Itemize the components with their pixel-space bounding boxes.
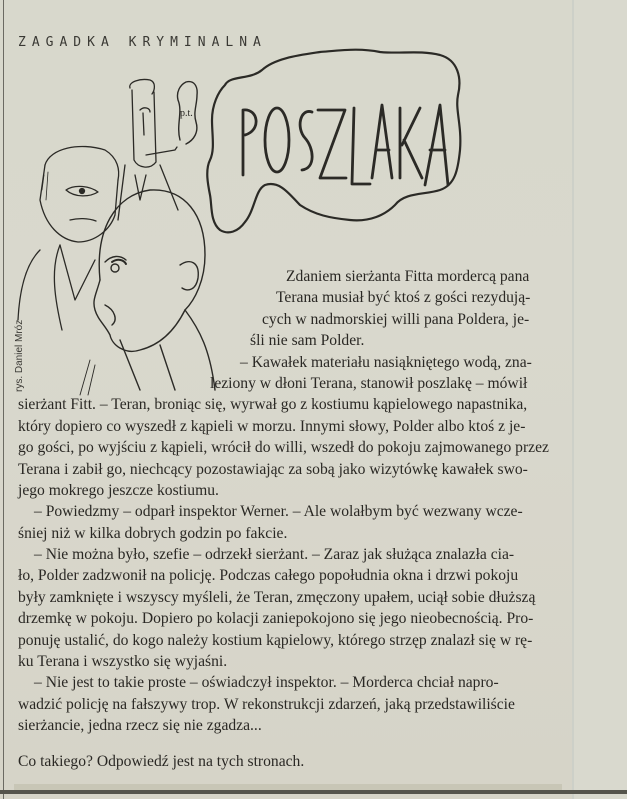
article-line: były zamknięte i wszyscy myśleli, że Teran, zmęczony upałem, uciął sobie dłuższą (18, 588, 536, 606)
section-kicker: ZAGADKA KRYMINALNA (18, 34, 267, 51)
article-line: wadzić policję na fałszywy trop. W rekonstrukcji zdarzeń, jaką przedstawiliście (18, 695, 515, 713)
closing-question: Co takiego? Odpowiedź jest na tych stronach. (18, 753, 305, 770)
article-line: który dopiero co wyszedł z kąpieli w morzu. Innymi słowy, Polder albo ktoś z je- (18, 417, 526, 435)
article-line: – Nie jest to takie proste – oświadczył inspektor. – Morderca chciał napro- (34, 674, 499, 692)
article-line: ku Terana i wszystko się wyjaśni. (18, 653, 228, 671)
article-line: – Kawałek materiału nasiąkniętego wodą, zna- (240, 353, 532, 371)
article-line: – Powiedzmy – odparł inspektor Werner. – Ale wolałbym być wezwany wcze- (34, 503, 523, 521)
article-line: Terana i zabił go, niechcący pozostawiając za sobą jako wizytówkę kawałek swo- (18, 460, 528, 478)
article-line: śniej niż w kilka dobrych godzin po fakcie. (18, 524, 288, 542)
article-line: ponuję ustalić, do kogo należy kostium kąpielowy, którego strzęp znalazł się w rę- (18, 631, 533, 649)
article-body (18, 266, 548, 737)
article-line: jego mokrego jeszcze kostiumu. (18, 481, 219, 499)
article-line: ło, Polder zadzwonił na policję. Podczas całego popołudnia okna i drzwi pokoju (18, 567, 519, 585)
smoke-label: p.t. (180, 108, 193, 119)
article-line: Terana musiał być ktoś z gości rezydują- (276, 289, 531, 307)
illustration-credit: rys. Daniel Mróz (14, 319, 25, 392)
article-line: – Nie można było, szefie – odrzekł sierżant. – Zaraz jak służąca znalazła cia- (34, 546, 515, 564)
article-line: sierżancie, jedna rzecz się nie zgadza... (18, 717, 262, 735)
article-line: drzemkę w pokoju. Dopiero po kolacji zaniepokojono się jego nieobecnością. Pro- (18, 610, 534, 628)
article-line: śli nie sam Polder. (250, 332, 365, 350)
adjacent-page-bleed (572, 0, 627, 799)
article-line: sierżant Fitt. – Teran, broniąc się, wyrwał go z kostiumu kąpielowego napastnika, (18, 396, 528, 414)
article-line: cych w nadmorskiej willi pana Poldera, je- (262, 310, 530, 328)
article-line: Zdaniem sierżanta Fitta mordercą pana (286, 268, 530, 285)
article-line: go gości, po wyjściu z kąpieli, wrócił do willi, wszedł do pokoju zajmowanego przez (18, 439, 549, 457)
bottom-rule (0, 790, 627, 794)
article-line: leziony w dłoni Terana, stanowił poszlakę – mówił (210, 374, 528, 392)
title-lettering (243, 105, 448, 185)
